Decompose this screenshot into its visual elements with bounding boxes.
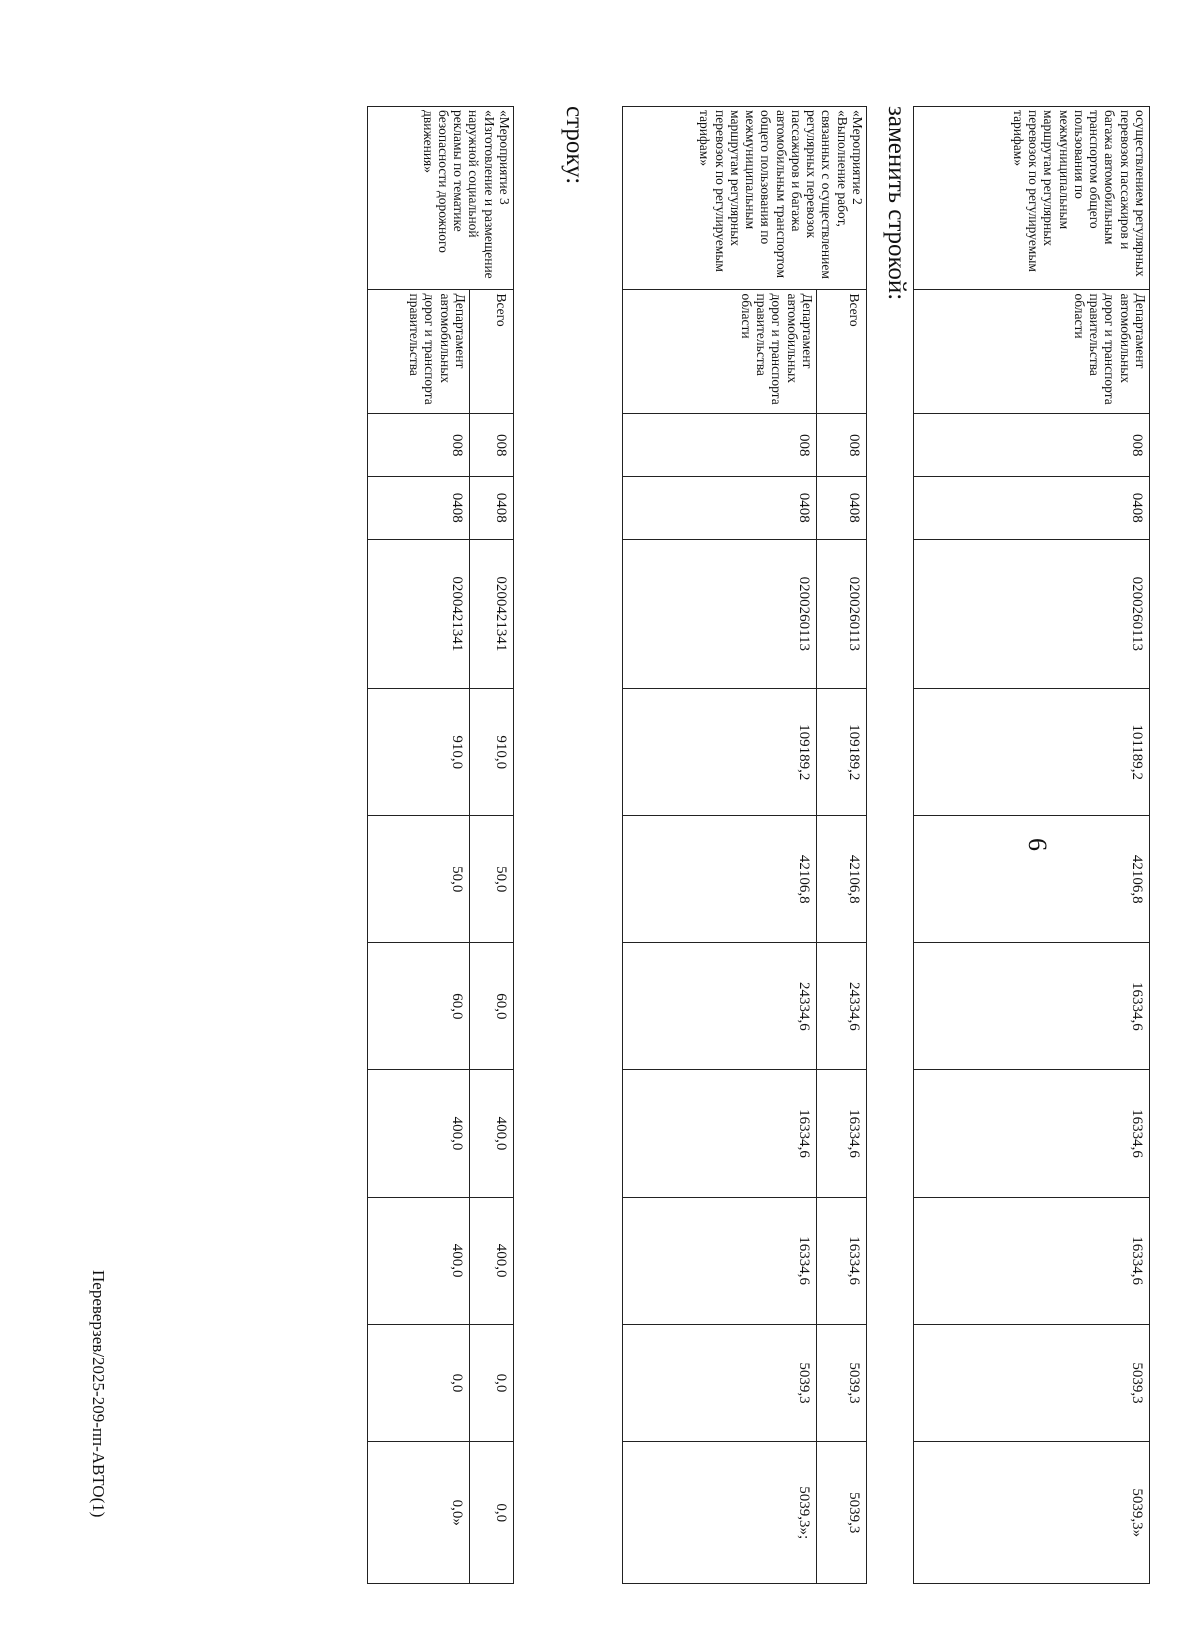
cell-total: 910,0	[470, 689, 514, 816]
cell-csr: 0200260113	[817, 539, 867, 689]
page-number: 6	[1023, 838, 1052, 851]
row-dept: Департамент автомобильных дорог и транспорта правительства области	[914, 290, 1150, 414]
cell-year-1: 42106,8	[817, 816, 867, 943]
cell-grbs: 008	[623, 414, 817, 477]
document-footer: Переверзев/2025-209-пп-АВТО(1)	[89, 1270, 108, 1518]
cell-year-2: 24334,6	[817, 943, 867, 1070]
cell-year-4: 16334,6	[914, 1197, 1150, 1324]
cell-year-6: 5039,3»;	[623, 1442, 817, 1584]
cell-csr: 0200260113	[914, 539, 1150, 689]
cell-rzpr: 0408	[623, 477, 817, 540]
cell-grbs: 008	[368, 414, 470, 477]
cell-rzpr: 0408	[817, 477, 867, 540]
cell-year-5: 0,0	[368, 1324, 470, 1442]
cell-rzpr: 0408	[914, 477, 1150, 540]
cell-rzpr: 0408	[368, 477, 470, 540]
table-replacement	[622, 106, 867, 1584]
cell-year-5: 5039,3	[914, 1324, 1150, 1442]
table-row-dept	[623, 107, 817, 1584]
cell-csr: 0200421341	[368, 539, 470, 689]
cell-year-1: 50,0	[470, 816, 514, 943]
table-row	[914, 107, 1150, 1584]
cell-year-2: 60,0	[470, 943, 514, 1070]
cell-year-5: 5039,3	[623, 1324, 817, 1442]
cell-csr: 0200421341	[470, 539, 514, 689]
cell-year-3: 16334,6	[914, 1070, 1150, 1197]
heading-line: строку:	[561, 106, 588, 185]
table-previous-row	[913, 106, 1150, 1584]
cell-year-6: 0,0»	[368, 1442, 470, 1584]
cell-total: 101189,2	[914, 689, 1150, 816]
cell-rzpr: 0408	[470, 477, 514, 540]
cell-year-4: 16334,6	[623, 1197, 817, 1324]
cell-grbs: 008	[914, 414, 1150, 477]
cell-year-1: 42106,8	[623, 816, 817, 943]
table-row-total	[470, 107, 514, 1584]
cell-total: 910,0	[368, 689, 470, 816]
row-label-total: Всего	[470, 290, 514, 414]
table-row-dept	[368, 107, 470, 1584]
measure-3-name: «Мероприятие 3 «Изготовление и размещение наружной социальной рекламы по тематике безопасности дорожного движения»	[368, 107, 514, 290]
cell-year-5: 5039,3	[817, 1324, 867, 1442]
cell-year-1: 42106,8	[914, 816, 1150, 943]
cell-year-3: 400,0	[368, 1070, 470, 1197]
cell-year-3: 400,0	[470, 1070, 514, 1197]
measure-2-name: «Мероприятие 2 «Выполнение работ, связанных с осуществлением регулярных перевозок пассажиров и багажа автомобильным транспортом общего пользования по межмуниципальным маршрутам регулярных перевозок по регулируемым тарифам»	[623, 107, 867, 290]
cell-year-5: 0,0	[470, 1324, 514, 1442]
cell-year-4: 16334,6	[817, 1197, 867, 1324]
cell-year-1: 50,0	[368, 816, 470, 943]
cell-year-6: 5039,3	[817, 1442, 867, 1584]
cell-total: 109189,2	[623, 689, 817, 816]
cell-year-3: 16334,6	[623, 1070, 817, 1197]
cell-year-4: 400,0	[368, 1197, 470, 1324]
table-row-total	[817, 107, 867, 1584]
cell-csr: 0200260113	[623, 539, 817, 689]
cell-grbs: 008	[470, 414, 514, 477]
cell-year-6: 5039,3»	[914, 1442, 1150, 1584]
cell-grbs: 008	[817, 414, 867, 477]
cell-year-2: 24334,6	[623, 943, 817, 1070]
cell-year-4: 400,0	[470, 1197, 514, 1324]
cell-year-2: 60,0	[368, 943, 470, 1070]
cell-year-3: 16334,6	[817, 1070, 867, 1197]
cell-year-6: 0,0	[470, 1442, 514, 1584]
row-label-total: Всего	[817, 290, 867, 414]
cell-year-2: 16334,6	[914, 943, 1150, 1070]
row-name: осуществлением регулярных перевозок пассажиров и багажа автомобильным транспортом общего пользования по межмуниципальным маршрутам регулярных перевозок по регулируемым тарифам»	[914, 107, 1150, 290]
table-measure-3	[367, 106, 514, 1584]
row-label-dept: Департамент автомобильных дорог и транспорта правительства области	[623, 290, 817, 414]
cell-total: 109189,2	[817, 689, 867, 816]
heading-replace-with: заменить строкой:	[883, 106, 910, 301]
row-label-dept: Департамент автомобильных дорог и транспорта правительства	[368, 290, 470, 414]
